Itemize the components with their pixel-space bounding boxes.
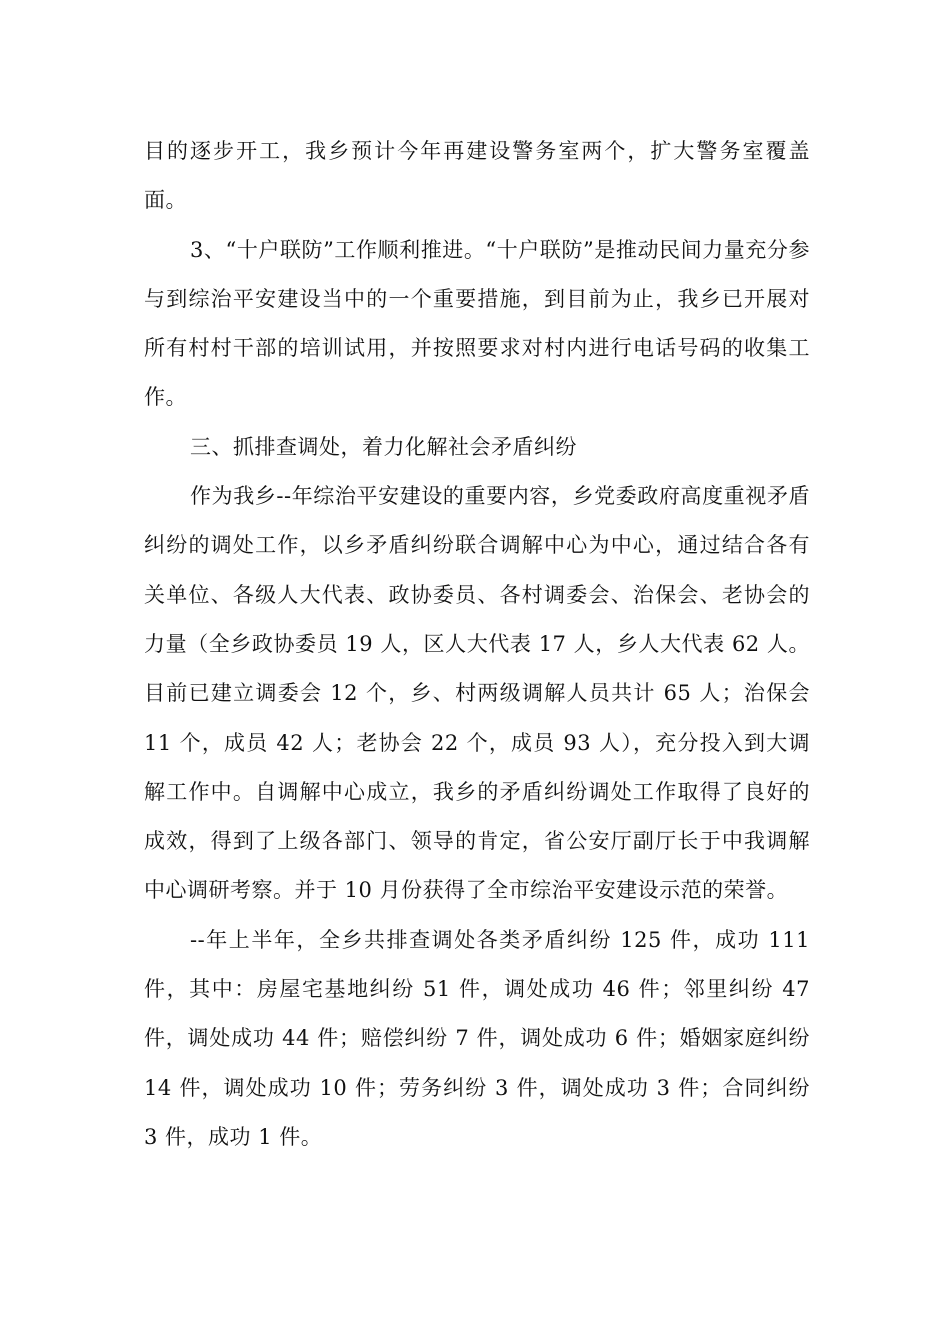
document-body (144, 127, 810, 1162)
section-heading-three: 三、抓排查调处，着力化解社会矛盾纠纷 (190, 434, 577, 459)
paragraph-continuation: 目的逐步开工，我乡预计今年再建设警务室两个，扩大警务室覆盖面。 (144, 139, 810, 213)
paragraph-mediation-work: 作为我乡--年综治平安建设的重要内容，乡党委政府高度重视矛盾纠纷的调处工作，以乡矛盾纠纷联合调解中心为中心，通过结合各有关单位、各级人大代表、政协委员、各村调委会、治保会、老协会的力量（全乡政协委员 19 人，区人大代表 17 人，乡人大代表 62 人。目前已建立调委会 12 个，乡、村两级调解人员共计 65 人；治保会 11 个，成员 42 人；老协会 22 个，成员 93 人），充分投入到大调解工作中。自调解中心成立，我乡的矛盾纠纷调处工作取得了良好的成效，得到了上级各部门、领导的肯定，省公安厅副厅长于中我调解中心调研考察。并于 10 月份获得了全市综治平安建设示范的荣誉。 (144, 484, 810, 903)
paragraph-ten-household-defense: 3、“十户联防”工作顺利推进。“十户联防”是推动民间力量充分参与到综治平安建设当中的一个重要措施，到目前为止，我乡已开展对所有村村干部的培训试用，并按照要求对村内进行电话号码的收集工作。 (144, 237, 810, 410)
paragraph-dispute-statistics: --年上半年，全乡共排查调处各类矛盾纠纷 125 件，成功 111 件，其中：房屋宅基地纠纷 51 件，调处成功 46 件；邻里纠纷 47 件，调处成功 44 件；赔偿纠纷 7 件，调处成功 6 件；婚姻家庭纠纷 14 件，调处成功 10 件；劳务纠纷 3 件，调处成功 3 件；合同纠纷 3 件，成功 1 件。 (144, 927, 810, 1149)
